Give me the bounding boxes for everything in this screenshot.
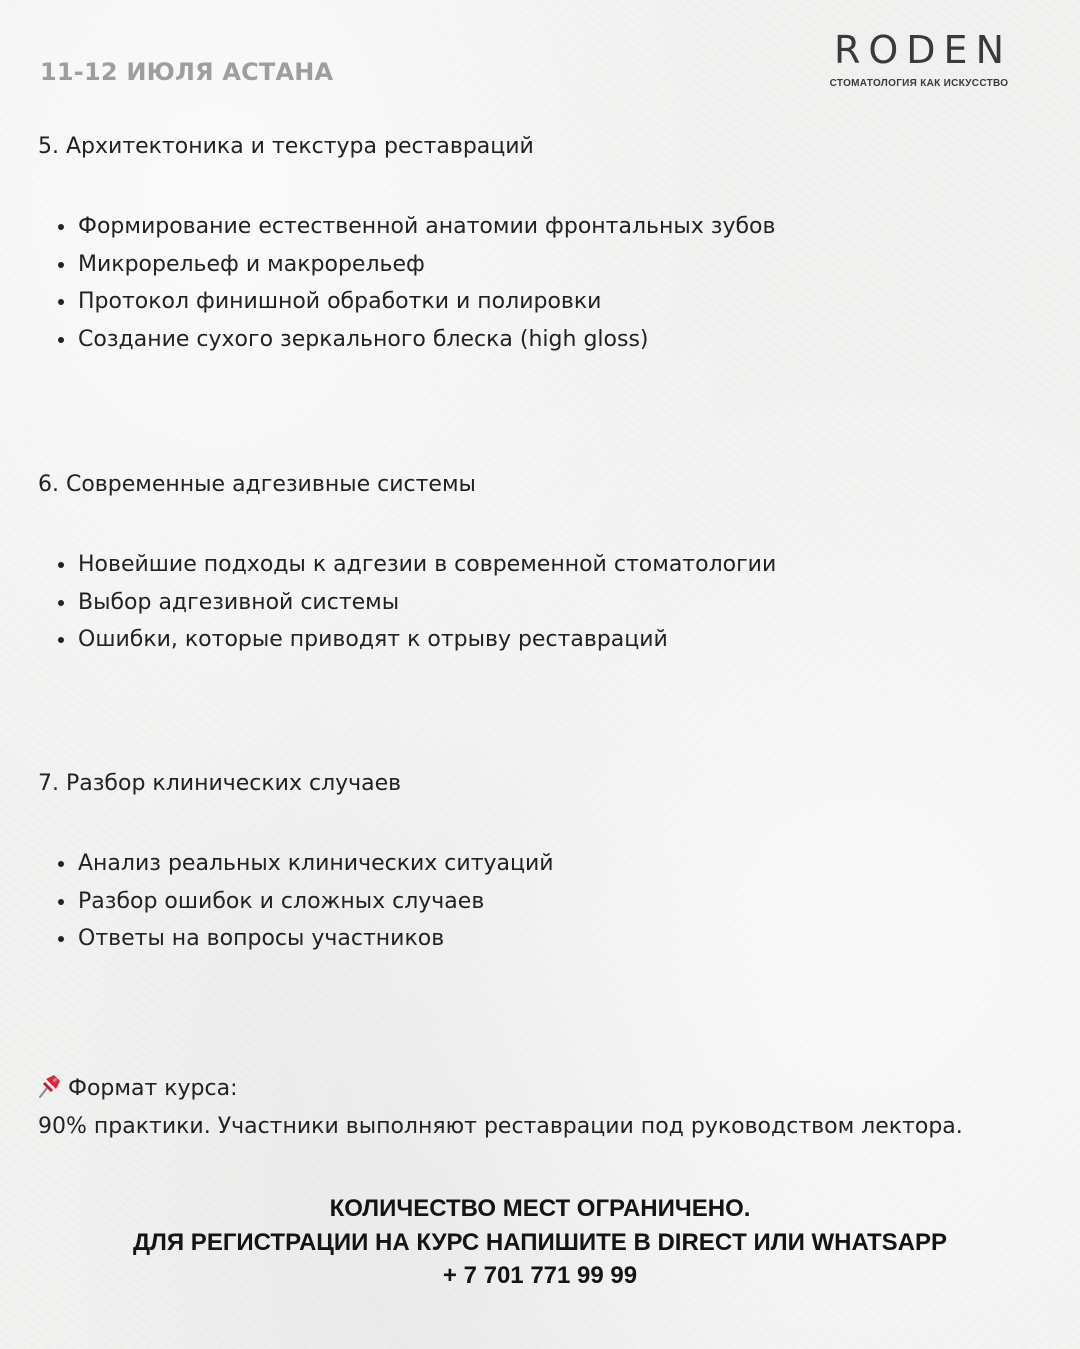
list-item <box>38 283 1040 321</box>
cta-phone-number: + 7 701 771 99 99 <box>442 1262 638 1289</box>
format-description: 90% практики. Участники выполняют реставрации под руководством лектора. <box>38 1113 963 1139</box>
list-item-text: Создание сухого зеркального блеска (high gloss) <box>78 326 649 352</box>
list-item <box>38 883 1040 921</box>
list-item-text: Выбор адгезивной системы <box>78 589 400 615</box>
list-item <box>38 845 1040 883</box>
list-item-text: Новейшие подходы к адгезии в современной стоматологии <box>78 552 777 577</box>
roden-logo <box>824 30 1014 89</box>
bullet-dot-icon <box>58 637 64 643</box>
list-item-text: Ответы на вопросы участников <box>78 926 445 951</box>
bullet-dot-icon <box>58 600 64 606</box>
list-item-text: Анализ реальных клинических ситуаций <box>78 851 554 876</box>
list-item <box>38 246 1040 284</box>
list-item <box>38 208 1040 246</box>
list-item-text: Протокол финишной обработки и полировки <box>78 289 602 314</box>
cta-limited-seats: КОЛИЧЕСТВО МЕСТ ОГРАНИЧЕНО. <box>329 1195 751 1222</box>
list-item-text: Микрорельеф и макрорельеф <box>78 251 425 277</box>
section-title: 7. Разбор клинических случаев <box>38 771 402 796</box>
registration-call-to-action <box>0 1192 1080 1293</box>
list-item <box>38 920 1040 958</box>
course-format <box>38 1070 1050 1145</box>
list-item-text: Ошибки, которые приводят к отрыву реставраций <box>78 627 668 652</box>
event-date-location: 11-12 ИЮЛЯ АСТАНА <box>40 58 334 86</box>
bullet-dot-icon <box>58 562 64 568</box>
bullet-dot-icon <box>58 936 64 942</box>
cta-registration-instructions: ДЛЯ РЕГИСТРАЦИИ НА КУРС НАПИШИТЕ В DIRECT ИЛИ WHATSAPP <box>132 1228 948 1256</box>
section-architectonics <box>38 134 1040 358</box>
list-item <box>38 621 1040 659</box>
logo-wordmark: RODEN <box>833 28 1012 72</box>
list-item <box>38 584 1040 622</box>
format-label: Формат курса: <box>68 1076 238 1101</box>
section-title: 6. Современные адгезивные системы <box>38 472 476 497</box>
bullet-dot-icon <box>58 262 64 268</box>
bullet-dot-icon <box>58 337 64 343</box>
bullet-dot-icon <box>58 224 64 230</box>
list-item <box>38 321 1040 359</box>
list-item <box>38 546 1040 584</box>
bullet-list <box>38 208 1040 358</box>
bullet-list <box>38 546 1040 659</box>
bullet-dot-icon <box>58 899 64 905</box>
list-item-text: Разбор ошибок и сложных случаев <box>78 888 485 914</box>
list-item-text: Формирование естественной анатомии фронтальных зубов <box>78 214 776 239</box>
section-adhesive-systems <box>38 472 1040 659</box>
pushpin-icon <box>38 1073 62 1099</box>
bullet-list <box>38 845 1040 958</box>
bullet-dot-icon <box>58 299 64 305</box>
section-title: 5. Архитектоника и текстура реставраций <box>38 134 534 159</box>
section-clinical-cases <box>38 771 1040 958</box>
bullet-dot-icon <box>58 861 64 867</box>
format-heading <box>38 1070 1050 1108</box>
logo-tagline: СТОМАТОЛОГИЯ КАК ИСКУССТВО <box>829 78 1009 89</box>
